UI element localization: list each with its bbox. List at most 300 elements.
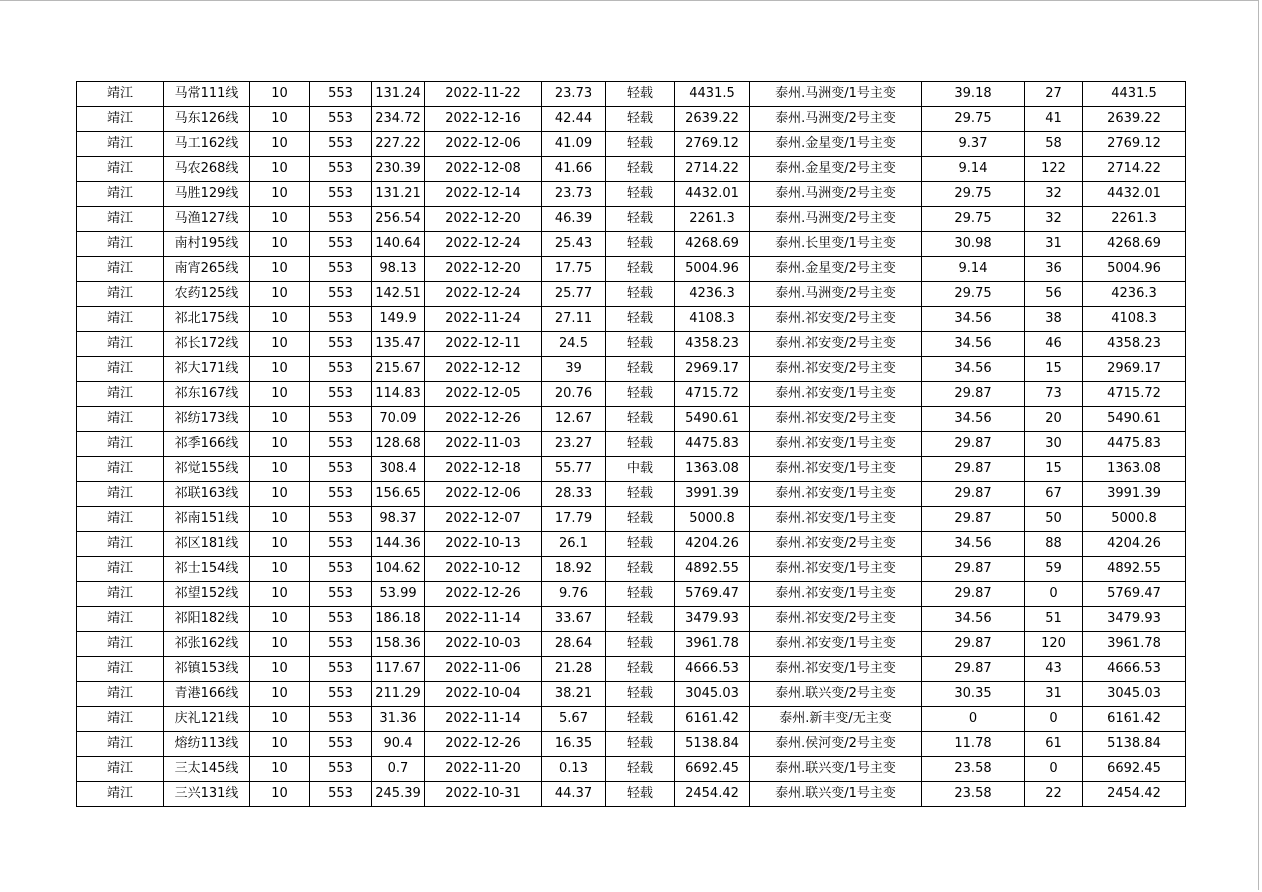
- transformer-cell: 泰州.马洲变/2号主变: [750, 282, 922, 307]
- load-rate-cell: 9.76: [542, 582, 606, 607]
- transformer-load-cell: 29.87: [922, 457, 1025, 482]
- capacity-cell: 553: [310, 182, 372, 207]
- table-row: [77, 382, 1186, 407]
- capacity-cell: 553: [310, 507, 372, 532]
- line-name-cell: 祁张162线: [164, 632, 250, 657]
- county-cell: 靖江: [77, 707, 164, 732]
- load-cell: 90.4: [372, 732, 425, 757]
- capacity-cell: 553: [310, 107, 372, 132]
- available-capacity-cell: 2454.42: [675, 782, 750, 807]
- load-rate-cell: 27.11: [542, 307, 606, 332]
- date-cell: 2022-12-14: [425, 182, 542, 207]
- load-cell: 215.67: [372, 357, 425, 382]
- transformer-cell: 泰州.祁安变/1号主变: [750, 632, 922, 657]
- load-rate-cell: 38.21: [542, 682, 606, 707]
- transformer-cell: 泰州.金星变/2号主变: [750, 157, 922, 182]
- transformer-load-cell: 29.75: [922, 182, 1025, 207]
- capacity-cell: 553: [310, 632, 372, 657]
- load-cell: 308.4: [372, 457, 425, 482]
- transformer-load-cell: 29.87: [922, 382, 1025, 407]
- capacity-cell: 553: [310, 682, 372, 707]
- available-capacity-cell: 4204.26: [675, 532, 750, 557]
- transformer-cell: 泰州.马洲变/2号主变: [750, 107, 922, 132]
- load-cell: 245.39: [372, 782, 425, 807]
- transformer-load-cell: 29.87: [922, 557, 1025, 582]
- count-cell: 67: [1025, 482, 1083, 507]
- county-cell: 靖江: [77, 457, 164, 482]
- load-cell: 131.21: [372, 182, 425, 207]
- voltage-cell: 10: [250, 182, 310, 207]
- transformer-load-cell: 34.56: [922, 332, 1025, 357]
- date-cell: 2022-12-26: [425, 732, 542, 757]
- transformer-load-cell: 39.18: [922, 82, 1025, 107]
- load-cell: 144.36: [372, 532, 425, 557]
- count-cell: 46: [1025, 332, 1083, 357]
- load-rate-cell: 28.64: [542, 632, 606, 657]
- transformer-load-cell: 0: [922, 707, 1025, 732]
- load-status-cell: 轻载: [606, 382, 675, 407]
- load-rate-cell: 33.67: [542, 607, 606, 632]
- county-cell: 靖江: [77, 132, 164, 157]
- transformer-cell: 泰州.马洲变/1号主变: [750, 82, 922, 107]
- margin-cell: 1363.08: [1083, 457, 1186, 482]
- table-row: [77, 82, 1186, 107]
- count-cell: 58: [1025, 132, 1083, 157]
- load-cell: 117.67: [372, 657, 425, 682]
- transformer-cell: 泰州.祁安变/2号主变: [750, 532, 922, 557]
- line-name-cell: 祁北175线: [164, 307, 250, 332]
- county-cell: 靖江: [77, 657, 164, 682]
- transformer-load-cell: 34.56: [922, 407, 1025, 432]
- transformer-cell: 泰州.金星变/1号主变: [750, 132, 922, 157]
- load-rate-cell: 24.5: [542, 332, 606, 357]
- capacity-cell: 553: [310, 782, 372, 807]
- margin-cell: 2261.3: [1083, 207, 1186, 232]
- line-name-cell: 马农268线: [164, 157, 250, 182]
- county-cell: 靖江: [77, 482, 164, 507]
- capacity-cell: 553: [310, 407, 372, 432]
- available-capacity-cell: 4358.23: [675, 332, 750, 357]
- margin-cell: 2714.22: [1083, 157, 1186, 182]
- load-cell: 53.99: [372, 582, 425, 607]
- table-row: [77, 107, 1186, 132]
- load-status-cell: 轻载: [606, 307, 675, 332]
- line-name-cell: 熔纺113线: [164, 732, 250, 757]
- margin-cell: 3479.93: [1083, 607, 1186, 632]
- load-rate-cell: 55.77: [542, 457, 606, 482]
- load-rate-cell: 18.92: [542, 557, 606, 582]
- count-cell: 50: [1025, 507, 1083, 532]
- voltage-cell: 10: [250, 782, 310, 807]
- county-cell: 靖江: [77, 182, 164, 207]
- load-cell: 186.18: [372, 607, 425, 632]
- voltage-cell: 10: [250, 232, 310, 257]
- transformer-load-cell: 29.87: [922, 432, 1025, 457]
- capacity-cell: 553: [310, 457, 372, 482]
- load-rate-cell: 23.73: [542, 182, 606, 207]
- transformer-cell: 泰州.联兴变/2号主变: [750, 682, 922, 707]
- capacity-cell: 553: [310, 532, 372, 557]
- load-cell: 156.65: [372, 482, 425, 507]
- table-row: [77, 657, 1186, 682]
- line-name-cell: 青港166线: [164, 682, 250, 707]
- line-name-cell: 祁东167线: [164, 382, 250, 407]
- table-row: [77, 682, 1186, 707]
- count-cell: 27: [1025, 82, 1083, 107]
- table-row: [77, 332, 1186, 357]
- count-cell: 36: [1025, 257, 1083, 282]
- load-cell: 128.68: [372, 432, 425, 457]
- voltage-cell: 10: [250, 307, 310, 332]
- voltage-cell: 10: [250, 282, 310, 307]
- available-capacity-cell: 5490.61: [675, 407, 750, 432]
- date-cell: 2022-12-26: [425, 407, 542, 432]
- available-capacity-cell: 1363.08: [675, 457, 750, 482]
- transformer-load-cell: 34.56: [922, 357, 1025, 382]
- load-rate-cell: 17.79: [542, 507, 606, 532]
- margin-cell: 4108.3: [1083, 307, 1186, 332]
- load-cell: 131.24: [372, 82, 425, 107]
- load-status-cell: 轻载: [606, 682, 675, 707]
- margin-cell: 5004.96: [1083, 257, 1186, 282]
- capacity-cell: 553: [310, 257, 372, 282]
- load-status-cell: 轻载: [606, 357, 675, 382]
- voltage-cell: 10: [250, 382, 310, 407]
- count-cell: 31: [1025, 682, 1083, 707]
- voltage-cell: 10: [250, 457, 310, 482]
- count-cell: 120: [1025, 632, 1083, 657]
- date-cell: 2022-12-16: [425, 107, 542, 132]
- line-name-cell: 祁阳182线: [164, 607, 250, 632]
- available-capacity-cell: 2639.22: [675, 107, 750, 132]
- line-name-cell: 祁觉155线: [164, 457, 250, 482]
- available-capacity-cell: 3961.78: [675, 632, 750, 657]
- county-cell: 靖江: [77, 207, 164, 232]
- table-row: [77, 407, 1186, 432]
- available-capacity-cell: 5769.47: [675, 582, 750, 607]
- load-cell: 142.51: [372, 282, 425, 307]
- transformer-load-cell: 29.87: [922, 507, 1025, 532]
- load-status-cell: 轻载: [606, 107, 675, 132]
- capacity-cell: 553: [310, 432, 372, 457]
- load-cell: 0.7: [372, 757, 425, 782]
- transformer-cell: 泰州.马洲变/2号主变: [750, 207, 922, 232]
- table-row: [77, 157, 1186, 182]
- line-name-cell: 祁大171线: [164, 357, 250, 382]
- transformer-load-cell: 23.58: [922, 757, 1025, 782]
- load-cell: 234.72: [372, 107, 425, 132]
- capacity-cell: 553: [310, 332, 372, 357]
- table-row: [77, 457, 1186, 482]
- county-cell: 靖江: [77, 557, 164, 582]
- county-cell: 靖江: [77, 157, 164, 182]
- transformer-cell: 泰州.祁安变/2号主变: [750, 607, 922, 632]
- transformer-load-cell: 9.14: [922, 157, 1025, 182]
- date-cell: 2022-10-03: [425, 632, 542, 657]
- county-cell: 靖江: [77, 732, 164, 757]
- date-cell: 2022-10-04: [425, 682, 542, 707]
- margin-cell: 4432.01: [1083, 182, 1186, 207]
- table-row: [77, 782, 1186, 807]
- load-rate-cell: 23.73: [542, 82, 606, 107]
- table-row: [77, 282, 1186, 307]
- voltage-cell: 10: [250, 157, 310, 182]
- load-status-cell: 轻载: [606, 207, 675, 232]
- load-rate-cell: 26.1: [542, 532, 606, 557]
- line-name-cell: 祁南151线: [164, 507, 250, 532]
- table-row: [77, 632, 1186, 657]
- margin-cell: 2639.22: [1083, 107, 1186, 132]
- table-row: [77, 132, 1186, 157]
- line-name-cell: 南宵265线: [164, 257, 250, 282]
- available-capacity-cell: 4236.3: [675, 282, 750, 307]
- load-status-cell: 轻载: [606, 482, 675, 507]
- county-cell: 靖江: [77, 607, 164, 632]
- available-capacity-cell: 5004.96: [675, 257, 750, 282]
- table-row: [77, 732, 1186, 757]
- count-cell: 31: [1025, 232, 1083, 257]
- line-name-cell: 三兴131线: [164, 782, 250, 807]
- margin-cell: 4268.69: [1083, 232, 1186, 257]
- count-cell: 88: [1025, 532, 1083, 557]
- capacity-cell: 553: [310, 557, 372, 582]
- available-capacity-cell: 6161.42: [675, 707, 750, 732]
- margin-cell: 4892.55: [1083, 557, 1186, 582]
- count-cell: 30: [1025, 432, 1083, 457]
- date-cell: 2022-12-20: [425, 257, 542, 282]
- capacity-cell: 553: [310, 307, 372, 332]
- load-rate-cell: 25.77: [542, 282, 606, 307]
- load-status-cell: 轻载: [606, 657, 675, 682]
- load-cell: 256.54: [372, 207, 425, 232]
- count-cell: 22: [1025, 782, 1083, 807]
- load-rate-cell: 20.76: [542, 382, 606, 407]
- line-name-cell: 祁望152线: [164, 582, 250, 607]
- transformer-load-cell: 29.75: [922, 207, 1025, 232]
- voltage-cell: 10: [250, 657, 310, 682]
- transformer-cell: 泰州.联兴变/1号主变: [750, 782, 922, 807]
- load-status-cell: 轻载: [606, 782, 675, 807]
- voltage-cell: 10: [250, 407, 310, 432]
- count-cell: 20: [1025, 407, 1083, 432]
- capacity-cell: 553: [310, 232, 372, 257]
- date-cell: 2022-12-18: [425, 457, 542, 482]
- available-capacity-cell: 3479.93: [675, 607, 750, 632]
- load-status-cell: 轻载: [606, 132, 675, 157]
- line-name-cell: 祁士154线: [164, 557, 250, 582]
- load-rate-cell: 23.27: [542, 432, 606, 457]
- county-cell: 靖江: [77, 232, 164, 257]
- load-status-cell: 轻载: [606, 157, 675, 182]
- load-status-cell: 轻载: [606, 282, 675, 307]
- county-cell: 靖江: [77, 382, 164, 407]
- line-name-cell: 祁季166线: [164, 432, 250, 457]
- load-cell: 158.36: [372, 632, 425, 657]
- available-capacity-cell: 4475.83: [675, 432, 750, 457]
- table-row: [77, 507, 1186, 532]
- load-status-cell: 轻载: [606, 532, 675, 557]
- transformer-load-cell: 9.37: [922, 132, 1025, 157]
- voltage-cell: 10: [250, 582, 310, 607]
- data-table: [76, 81, 1186, 807]
- county-cell: 靖江: [77, 107, 164, 132]
- transformer-cell: 泰州.马洲变/2号主变: [750, 182, 922, 207]
- table-row: [77, 707, 1186, 732]
- load-status-cell: 轻载: [606, 582, 675, 607]
- count-cell: 56: [1025, 282, 1083, 307]
- table-row: [77, 757, 1186, 782]
- load-rate-cell: 16.35: [542, 732, 606, 757]
- line-name-cell: 马渔127线: [164, 207, 250, 232]
- voltage-cell: 10: [250, 757, 310, 782]
- transformer-load-cell: 23.58: [922, 782, 1025, 807]
- date-cell: 2022-11-03: [425, 432, 542, 457]
- load-rate-cell: 0.13: [542, 757, 606, 782]
- line-name-cell: 农药125线: [164, 282, 250, 307]
- transformer-cell: 泰州.祁安变/1号主变: [750, 432, 922, 457]
- transformer-load-cell: 29.87: [922, 632, 1025, 657]
- load-status-cell: 轻载: [606, 257, 675, 282]
- load-cell: 211.29: [372, 682, 425, 707]
- margin-cell: 4666.53: [1083, 657, 1186, 682]
- available-capacity-cell: 2714.22: [675, 157, 750, 182]
- load-rate-cell: 25.43: [542, 232, 606, 257]
- voltage-cell: 10: [250, 357, 310, 382]
- margin-cell: 2454.42: [1083, 782, 1186, 807]
- transformer-cell: 泰州.祁安变/1号主变: [750, 507, 922, 532]
- voltage-cell: 10: [250, 482, 310, 507]
- capacity-cell: 553: [310, 382, 372, 407]
- table-row: [77, 532, 1186, 557]
- voltage-cell: 10: [250, 107, 310, 132]
- count-cell: 59: [1025, 557, 1083, 582]
- load-status-cell: 轻载: [606, 232, 675, 257]
- available-capacity-cell: 2261.3: [675, 207, 750, 232]
- line-name-cell: 马东126线: [164, 107, 250, 132]
- load-status-cell: 轻载: [606, 632, 675, 657]
- capacity-cell: 553: [310, 482, 372, 507]
- available-capacity-cell: 5000.8: [675, 507, 750, 532]
- county-cell: 靖江: [77, 782, 164, 807]
- load-cell: 149.9: [372, 307, 425, 332]
- load-rate-cell: 12.67: [542, 407, 606, 432]
- load-status-cell: 轻载: [606, 757, 675, 782]
- voltage-cell: 10: [250, 257, 310, 282]
- county-cell: 靖江: [77, 357, 164, 382]
- transformer-cell: 泰州.祁安变/1号主变: [750, 382, 922, 407]
- margin-cell: 5490.61: [1083, 407, 1186, 432]
- available-capacity-cell: 4108.3: [675, 307, 750, 332]
- voltage-cell: 10: [250, 732, 310, 757]
- table-row: [77, 307, 1186, 332]
- available-capacity-cell: 6692.45: [675, 757, 750, 782]
- transformer-cell: 泰州.祁安变/1号主变: [750, 582, 922, 607]
- transformer-cell: 泰州.金星变/2号主变: [750, 257, 922, 282]
- county-cell: 靖江: [77, 407, 164, 432]
- date-cell: 2022-11-20: [425, 757, 542, 782]
- transformer-cell: 泰州.联兴变/1号主变: [750, 757, 922, 782]
- capacity-cell: 553: [310, 707, 372, 732]
- table-row: [77, 557, 1186, 582]
- county-cell: 靖江: [77, 82, 164, 107]
- capacity-cell: 553: [310, 657, 372, 682]
- transformer-load-cell: 29.87: [922, 482, 1025, 507]
- available-capacity-cell: 5138.84: [675, 732, 750, 757]
- voltage-cell: 10: [250, 607, 310, 632]
- capacity-cell: 553: [310, 582, 372, 607]
- date-cell: 2022-11-14: [425, 707, 542, 732]
- line-name-cell: 祁镇153线: [164, 657, 250, 682]
- date-cell: 2022-12-06: [425, 482, 542, 507]
- county-cell: 靖江: [77, 757, 164, 782]
- transformer-cell: 泰州.祁安变/2号主变: [750, 332, 922, 357]
- count-cell: 15: [1025, 357, 1083, 382]
- date-cell: 2022-11-14: [425, 607, 542, 632]
- transformer-load-cell: 29.87: [922, 582, 1025, 607]
- transformer-load-cell: 9.14: [922, 257, 1025, 282]
- available-capacity-cell: 4268.69: [675, 232, 750, 257]
- available-capacity-cell: 4432.01: [675, 182, 750, 207]
- table-row: [77, 432, 1186, 457]
- count-cell: 0: [1025, 757, 1083, 782]
- county-cell: 靖江: [77, 632, 164, 657]
- date-cell: 2022-12-11: [425, 332, 542, 357]
- load-rate-cell: 21.28: [542, 657, 606, 682]
- capacity-cell: 553: [310, 357, 372, 382]
- line-name-cell: 三太145线: [164, 757, 250, 782]
- transformer-cell: 泰州.祁安变/1号主变: [750, 657, 922, 682]
- load-cell: 140.64: [372, 232, 425, 257]
- table-row: [77, 582, 1186, 607]
- voltage-cell: 10: [250, 632, 310, 657]
- line-name-cell: 祁区181线: [164, 532, 250, 557]
- county-cell: 靖江: [77, 307, 164, 332]
- line-name-cell: 庆礼121线: [164, 707, 250, 732]
- capacity-cell: 553: [310, 607, 372, 632]
- line-name-cell: 马常111线: [164, 82, 250, 107]
- load-rate-cell: 41.66: [542, 157, 606, 182]
- margin-cell: 3991.39: [1083, 482, 1186, 507]
- load-rate-cell: 28.33: [542, 482, 606, 507]
- voltage-cell: 10: [250, 682, 310, 707]
- voltage-cell: 10: [250, 507, 310, 532]
- available-capacity-cell: 4431.5: [675, 82, 750, 107]
- line-name-cell: 马工162线: [164, 132, 250, 157]
- count-cell: 73: [1025, 382, 1083, 407]
- line-name-cell: 祁纺173线: [164, 407, 250, 432]
- transformer-cell: 泰州.祁安变/1号主变: [750, 482, 922, 507]
- load-rate-cell: 39: [542, 357, 606, 382]
- line-name-cell: 祁长172线: [164, 332, 250, 357]
- date-cell: 2022-12-08: [425, 157, 542, 182]
- count-cell: 0: [1025, 582, 1083, 607]
- load-cell: 31.36: [372, 707, 425, 732]
- transformer-cell: 泰州.新丰变/无主变: [750, 707, 922, 732]
- voltage-cell: 10: [250, 332, 310, 357]
- available-capacity-cell: 2769.12: [675, 132, 750, 157]
- load-rate-cell: 5.67: [542, 707, 606, 732]
- transformer-cell: 泰州.祁安变/2号主变: [750, 357, 922, 382]
- transformer-cell: 泰州.祁安变/2号主变: [750, 307, 922, 332]
- load-status-cell: 轻载: [606, 607, 675, 632]
- margin-cell: 5769.47: [1083, 582, 1186, 607]
- load-rate-cell: 41.09: [542, 132, 606, 157]
- county-cell: 靖江: [77, 257, 164, 282]
- load-cell: 98.37: [372, 507, 425, 532]
- table-row: [77, 357, 1186, 382]
- table-row: [77, 482, 1186, 507]
- available-capacity-cell: 4715.72: [675, 382, 750, 407]
